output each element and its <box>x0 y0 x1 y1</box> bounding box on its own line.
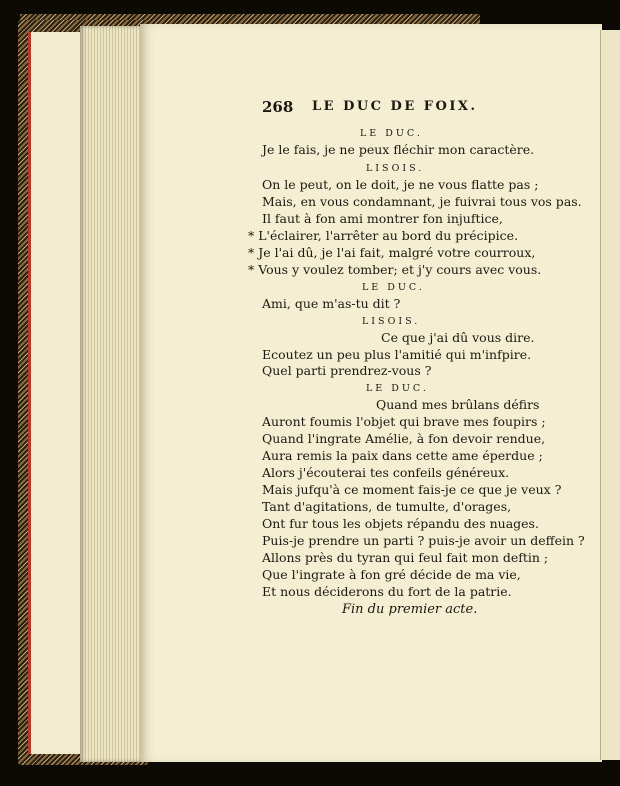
verse-line-marked: * Vous y voulez tomber; et j'y cours avec vous. <box>248 262 542 277</box>
act-end-line: Fin du premier acte. <box>342 602 478 617</box>
verse-line: Que l'ingrate à fon gré décide de ma vie, <box>262 567 521 582</box>
speaker-label: LISOIS. <box>366 163 425 174</box>
speaker-label: LE DUC. <box>362 282 425 293</box>
verse-line-marked: * L'éclairer, l'arrêter au bord du précipice. <box>248 228 519 243</box>
verse-line: Quel parti prendrez-vous ? <box>262 363 432 378</box>
verse-line: Mais, en vous condamnant, je fuivrai tous vos pas. <box>262 194 582 209</box>
verse-line: Puis-je prendre un parti ? puis-je avoir un deffein ? <box>262 533 585 548</box>
running-title: LE DUC DE FOIX. <box>312 99 478 114</box>
verse-line-marked: * Je l'ai dû, je l'ai fait, malgré votre courroux, <box>248 245 536 260</box>
verse-line: Allons près du tyran qui feul fait mon deftin ; <box>262 550 549 565</box>
page-number: 268 <box>262 98 294 116</box>
verse-line: Aura remis la paix dans cette ame éperdue ; <box>262 448 543 463</box>
verse-line: Tant d'agitations, de tumulte, d'orages, <box>262 499 512 514</box>
speaker-label: LE DUC. <box>360 128 423 139</box>
verse-line: Ecoutez un peu plus l'amitié qui m'infpire. <box>262 347 532 362</box>
verse-line: Ami, que m'as-tu dit ? <box>262 296 401 311</box>
speaker-label: LISOIS. <box>362 316 421 327</box>
verse-line: Quand mes brûlans défirs <box>376 397 540 412</box>
speaker-label: LE DUC. <box>366 383 429 394</box>
verse-line: Mais jufqu'à ce moment fais-je ce que je veux ? <box>262 482 562 497</box>
verse-line: Ont fur tous les objets répandu des nuages. <box>262 516 539 531</box>
verse-line: Je le fais, je ne peux fléchir mon caractère. <box>262 142 535 157</box>
verse-line: Il faut à fon ami montrer fon injuftice, <box>262 211 503 226</box>
verse-line: On le peut, on le doit, je ne vous flatte pas ; <box>262 177 539 192</box>
verse-line: Alors j'écouterai tes confeils généreux. <box>262 465 510 480</box>
verse-line: Auront foumis l'objet qui brave mes foupirs ; <box>262 414 546 429</box>
verse-line: Ce que j'ai dû vous dire. <box>381 330 535 345</box>
verse-line: Et nous déciderons du fort de la patrie. <box>262 584 512 599</box>
verse-line: Quand l'ingrate Amélie, à fon devoir rendue, <box>262 431 546 446</box>
